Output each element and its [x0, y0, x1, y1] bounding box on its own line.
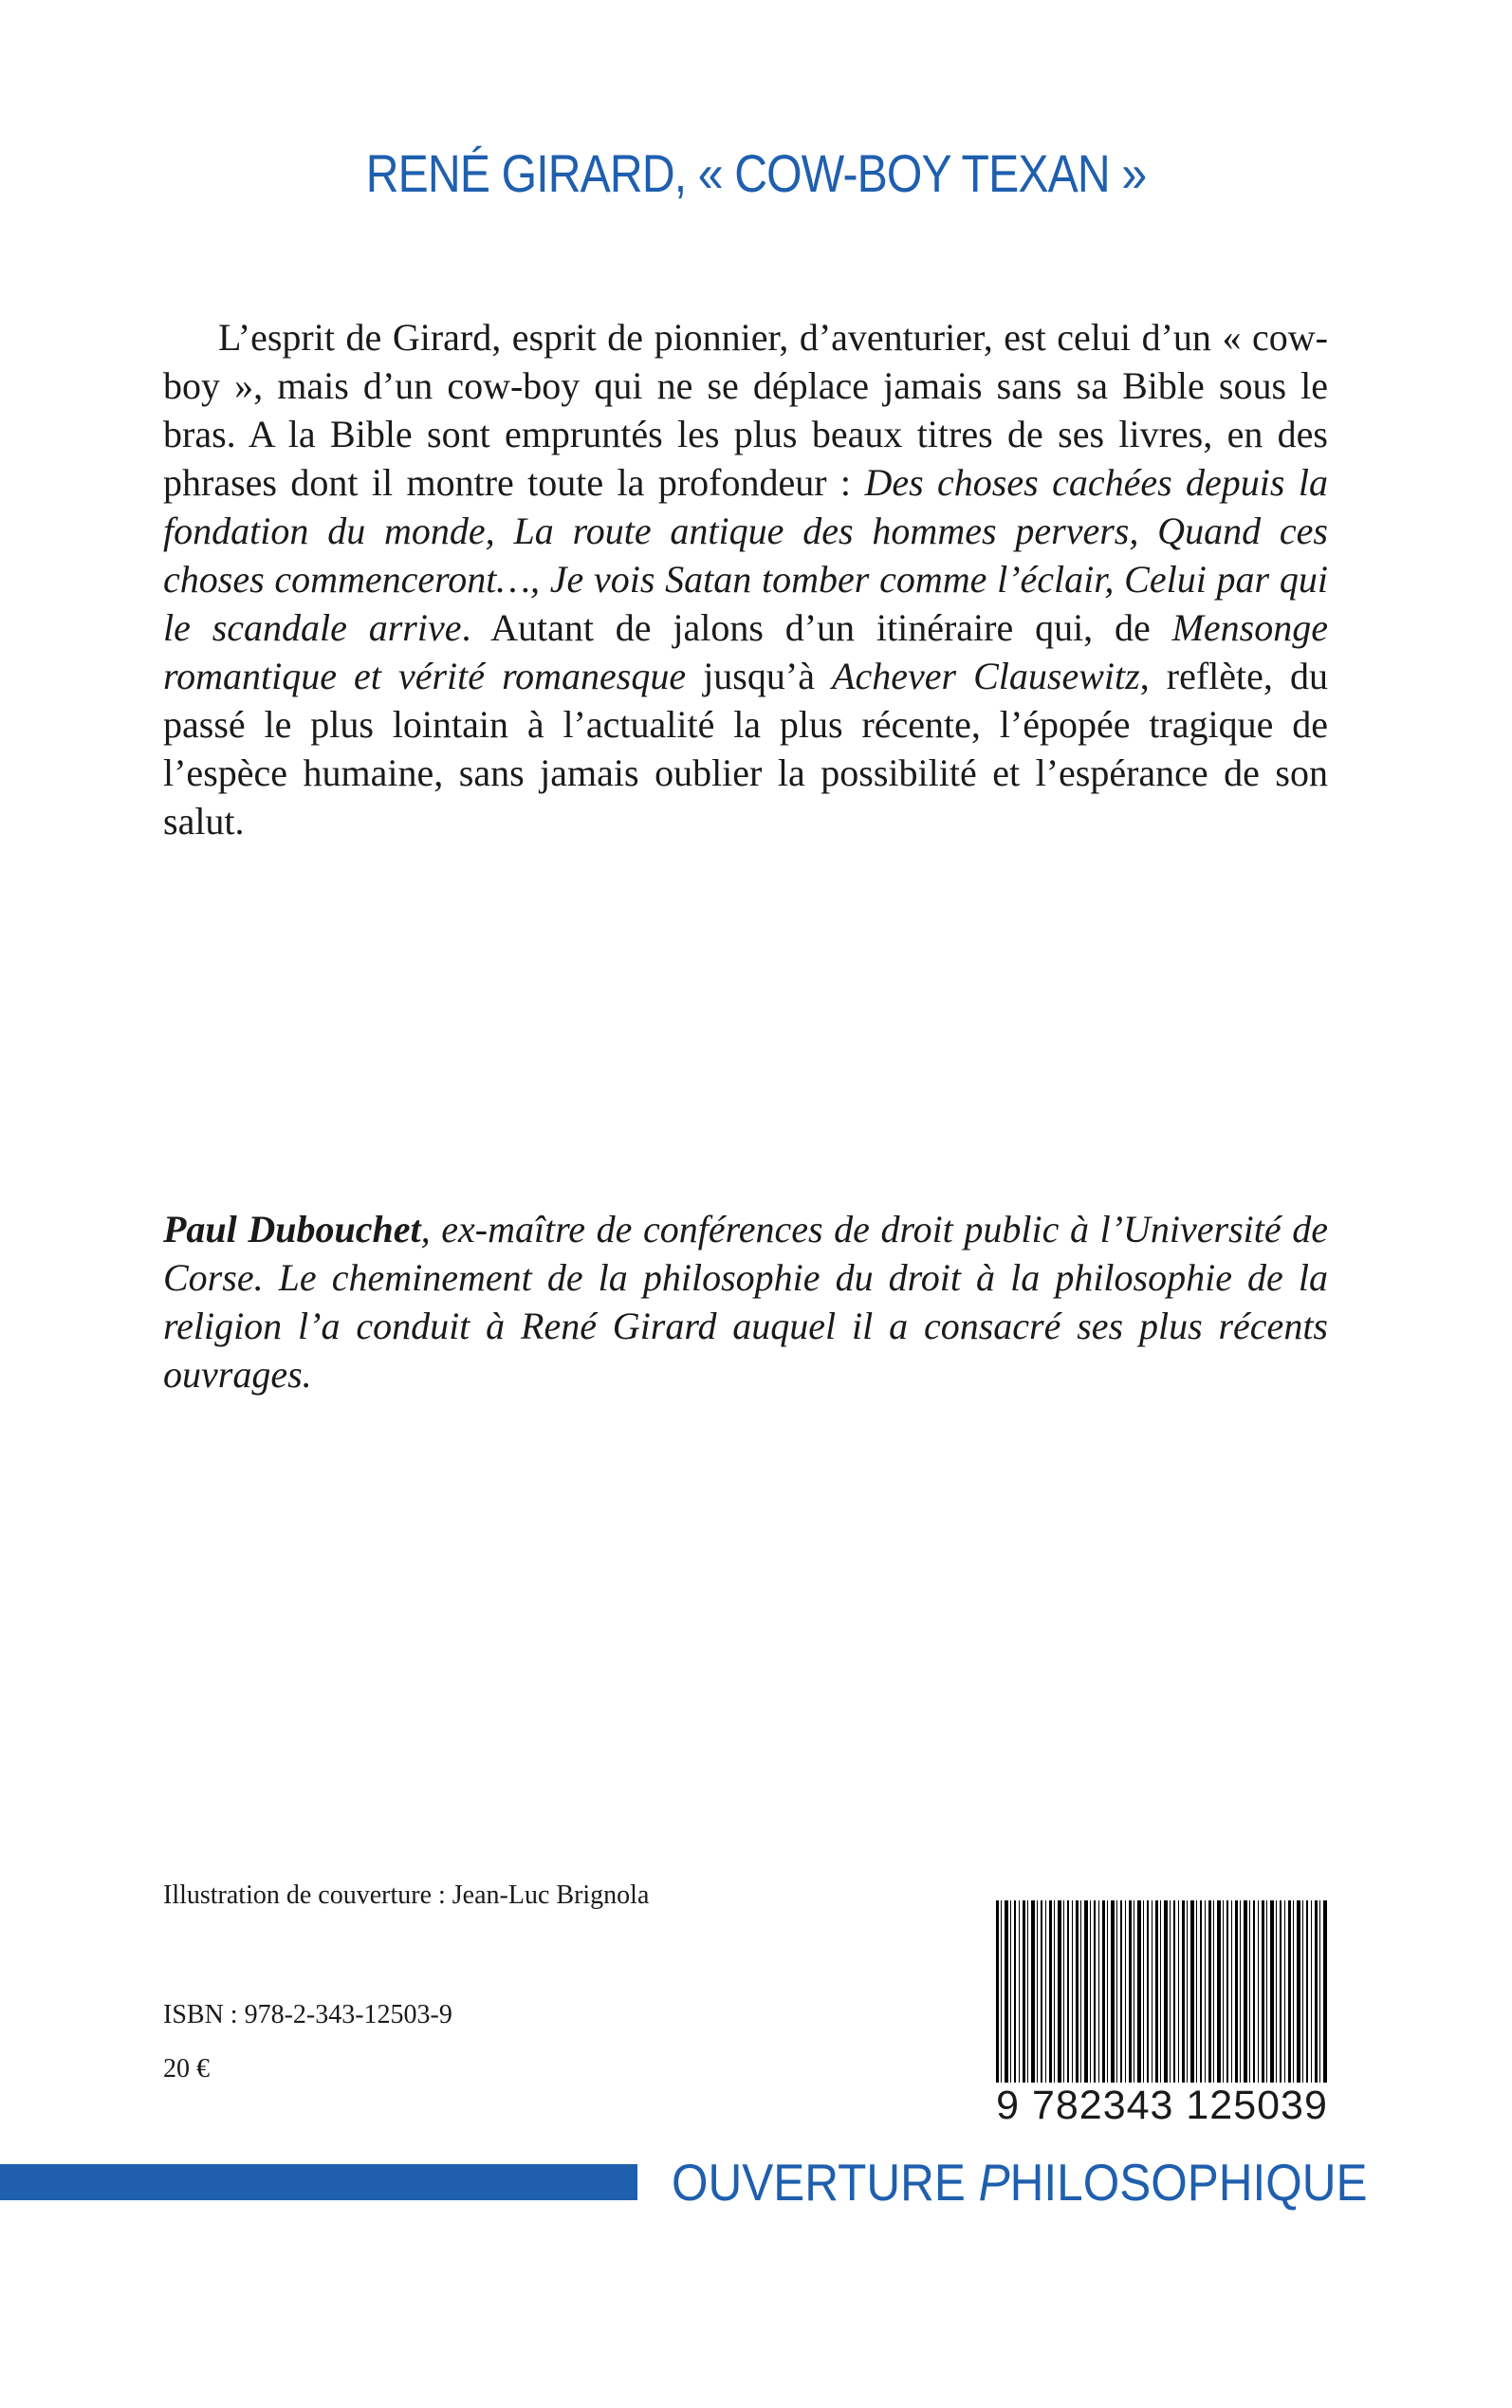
author-name: Paul Dubouchet [163, 1208, 421, 1250]
isbn: ISBN : 978-2-343-12503-9 [163, 2000, 452, 2029]
summary-text-2: . Autant de jalons d’un itinéraire qui, de [461, 606, 1172, 649]
summary-text-4: , reflète, du passé le plus lointain à l’actualité la plus récente, l’épopée tragique de l’espèce humaine, sans jamais oublier la possibilité et l’espérance de son salut. [163, 655, 1328, 843]
collection-band [0, 2164, 637, 2200]
book-title: RENÉ GIRARD, « COW-BOY TEXAN » [365, 143, 1147, 203]
barcode-digits: 9 782343 125039 [996, 2083, 1328, 2128]
book-title-mensonge: Mensonge romantique et vérité romanesque [163, 606, 1328, 697]
author-paragraph [163, 1205, 1328, 1398]
barcode-bars [996, 1900, 1328, 2086]
back-cover-summary [163, 313, 1328, 845]
barcode [996, 1900, 1328, 2128]
collection-word-1: OUVERTURE [672, 2153, 979, 2212]
summary-text-3: jusqu’à [686, 655, 833, 697]
collection-word-2: HILOSOPHIQUE [1009, 2153, 1368, 2212]
summary-paragraph [163, 313, 1328, 845]
collection-name [672, 2152, 1368, 2213]
summary-text-1: L’esprit de Girard, esprit de pionnier, d’aventurier, est celui d’un « cow-boy », mais d’un cow-boy qui ne se déplace jamais sans sa Bible sous le bras. A la Bible sont empruntés les plus beaux titres de ses livres, en des phrases dont il montre toute la profondeur : [163, 316, 1328, 504]
book-titles-list: Des choses cachées depuis la fondation du monde, La route antique des hommes pervers, Quand ces choses commenceront…, Je vois Satan tomber comme l’éclair, Celui par qui le scandale arrive [163, 461, 1328, 649]
author-bio [163, 1205, 1328, 1398]
book-title-clausewitz: Achever Clausewitz [832, 655, 1140, 697]
price: 20 € [163, 2054, 210, 2084]
collection-initial: P [978, 2153, 1010, 2212]
illustration-credit: Illustration de couverture : Jean-Luc Brignola [163, 1880, 650, 1910]
author-bio-text: , ex-maître de conférences de droit public à l’Université de Corse. Le cheminement de la philosophie du droit à la philosophie de la religion l’a conduit à René Girard auquel il a consacré ses plus récents ouvrages. [163, 1208, 1328, 1396]
